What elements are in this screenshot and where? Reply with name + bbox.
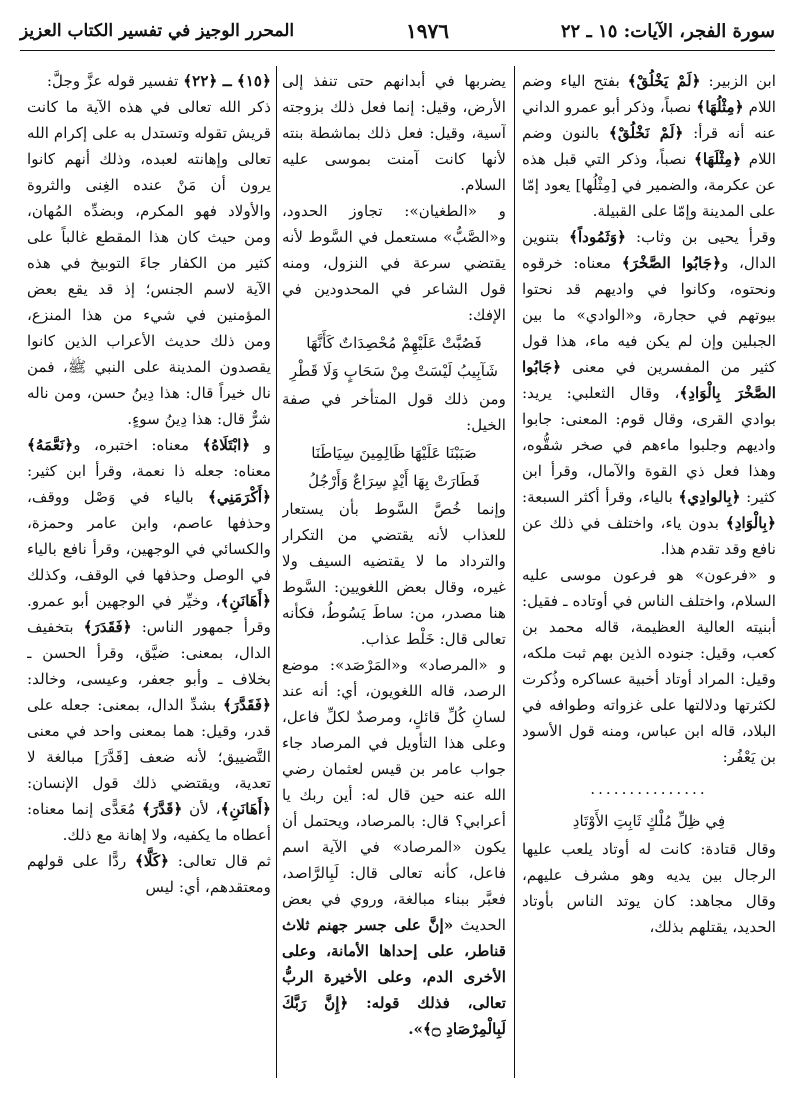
column-left: [27, 68, 271, 1078]
running-header: [20, 14, 775, 48]
paragraph: و «الطغيان»: تجاوز الحدود، و«الصَّبُّ» مستعمل في السَّوط لأنه يقتضي سرعة في النزول، ومنه قول الشاعر في المحدودين في الإفك:: [282, 202, 506, 324]
verse-ellipsis: ...............: [590, 780, 708, 798]
column-middle: [282, 68, 506, 1078]
text-run: و: [250, 436, 271, 454]
quran-quote: ﴿جَابُوا الصَّخْرَ﴾: [621, 254, 722, 272]
paragraph: ومن ذلك قول المتأخر في صفة الخيل:: [282, 390, 506, 434]
paragraph: [282, 652, 506, 1042]
poetry-verse: فِي ظِلِّ مُلْكٍ ثَابِتِ الأَوْتَادِ: [572, 812, 726, 830]
text-run: بتنوين الدال، و: [522, 228, 776, 272]
quran-quote: ﴿لَمْ نَخْلُقْ﴾: [608, 124, 684, 142]
text-run: معناه: خرقوه ونحتوه، وكانوا في واديهم قد نحتوا بيوتهم في حجارة، و«الوادي» ما بين الجبلين وإن لم يكن فيه ماء، هذا قول كثير من المفسرين في معنى: [522, 254, 776, 376]
paragraph: و «فرعون» هو فرعون موسى عليه السلام، واختلف الناس في أوتاده ـ فقيل: أبنيته العالية العظيمة، قاله محمد بن كعب، وقيل: جنوده الذين بهم ثبت ملكه، وقيل: المراد أوتاد أخبية عساكره وذُكرت لكثرتها ودلالتها على غزواته وطوافه في البلاد، قاله ابن عباس، ومنه قول الأسود بن يَعْفُر:: [522, 566, 776, 766]
quran-quote: ﴿مِثْلُهَا﴾: [696, 98, 744, 116]
poetry-verse: فَصُبَّتْ عَلَيْهِمْ مُحْصِدَاتٌ كَأَنَّهَا: [306, 334, 482, 352]
text-run: بالنون وضم اللام: [522, 124, 776, 168]
text-run: ابن الزبير:: [700, 72, 776, 90]
surah-verses-label: سورة الفجر، الآيات: ١٥ ـ ٢٢: [560, 20, 775, 42]
paragraph: [522, 224, 776, 562]
text-run: و «المرصاد» و«المَرْصَد»: موضع الرصد، قاله اللغويون، أي: أنه عند لسانِ كُلِّ قائلٍ، ومرصدٌ لكلِّ فاعل، وعلى هذا التأويل في المرصاد جاء جواب عامر بن قيس لعثمان رضي الله عنه حين قال له: أين ربك يا أعرابي؟ قال: بالمرصاد، ويحتمل أن يكون «المرصاد» في الآية اسم فاعل، كأنه تعالى قال: لَبِالرَّاصد، فعبَّر ببناء مبالغة، وروي في بعض الحديث: [282, 656, 506, 934]
poetry-verse: فَطَارَتْ بِهَا أَيْدٍ سِرَاعٌ وَأَرْجُلُ: [308, 472, 480, 490]
paragraph: [27, 432, 271, 848]
quran-quote: ﴿مِثْلَهَا﴾: [694, 150, 742, 168]
quran-quote: ﴿ابْتَلَاهُ﴾: [202, 436, 251, 454]
hadith-quote: «إنَّ على جسر جهنم ثلاث قناطر، على إحداها الأمانة، وعلى الأخرى الدم، وعلى الأخيرة الربُّ تعالى، فذلك قوله:: [282, 916, 506, 1012]
quran-quote: ﴿بِالْوَادِ﴾: [725, 514, 776, 532]
quran-quote: ﴿فَقَدَّرَ﴾: [222, 696, 271, 714]
text-run: ، وخيِّر في الوجهين أبو عمرو. وقرأ جمهور الناس:: [27, 592, 271, 636]
text-run: معناه: اختبره، و: [73, 436, 203, 454]
text-run: ، لأن: [182, 800, 221, 818]
text-run: ردًّا على قولهم ومعتقدهم، أي: ليس: [27, 852, 271, 896]
paragraph: ذكر الله تعالى في هذه الآية ما كانت قريش تقوله وتستدل به على إكرام الله تعالى وإهانته لعبده، وذلك أنهم كانوا يرون أن مَنْ عنده الغِنى والثروة والأولاد فهو المكرم، وبضدِّه المُهان، ومن حيث كان هذا المقطع غالباً على كثير من الكفار جاءَ التوبيخ في هذه الآية لاسم الجنس؛ إذ قد يقع بعض المؤمنين في شيء من هذا المنزع، ومن ذلك حديث الأعراب الذين كانوا يقصدون المدينة على النبي ﷺ، فمن نال خيراً قال: هذا دِينُ حسن، ومن ناله شرٌّ قال: هذا دِينُ سوءٍ.: [27, 98, 271, 428]
quran-quote: ﴿نَعَّمَهُ﴾: [27, 436, 74, 454]
heading-text: تفسير قوله عزَّ وجلَّ:: [46, 72, 184, 90]
quran-quote: ﴿لَمْ يَخْلُقْ﴾: [627, 72, 701, 90]
text-run: وقرأ يحيى بن وثاب:: [626, 228, 776, 246]
section-heading: [27, 68, 271, 94]
text-run: ثم قال تعالى:: [169, 852, 271, 870]
page-number: ١٩٧٦: [406, 19, 449, 43]
paragraph: [27, 848, 271, 900]
quran-quote: ﴿أَكْرَمَنِي﴾: [207, 488, 271, 506]
hadith-quote-end: ».: [408, 1020, 423, 1038]
text-run: بفتح الياء وضم اللام: [522, 72, 776, 116]
column-divider-right: [514, 66, 515, 1078]
text-run: بالياء في وَصْل ووقف، وحذفها عاصم، وابن عامر وحمزة، والكسائي في الوجهين، وقرأ نافع بالياء في الوصل وحذفها في الوقف، وكذلك: [27, 488, 271, 584]
quran-quote: ﴿أَهَانَنِ﴾: [220, 592, 271, 610]
column-right: [522, 68, 776, 1078]
quran-quote: ﴿أَهَانَنِ﴾: [220, 800, 271, 818]
paragraph: [522, 68, 776, 224]
column-divider-left: [276, 66, 277, 1078]
quran-quote: ﴿كَلَّا﴾: [134, 852, 170, 870]
text-run: معناه: جعله ذا نعمة، وقرأ ابن كثير:: [27, 462, 271, 480]
quran-quote: ﴿وَثَمُوداً﴾: [569, 228, 627, 246]
paragraph: يضربها في أبدانهم حتى تنفذ إلى الأرض، وقيل: إنما فعل ذلك بزوجته آسية، وقيل: فعل ذلك بماشطة بنته لأنها كانت آمنت بموسى عليه السلام.: [282, 72, 506, 194]
paragraph: وقال قتادة: كانت له أوتاد يلعب عليها الرجال بين يديه وهو مشرف عليهم، وقال مجاهد: كان يوتد الناس بأوتاد الحديد، يقتلهم بذلك،: [522, 840, 776, 936]
poetry-verse: شَآبِيبُ لَيْسَتْ مِنْ سَحَابٍ وَلَا قَطْرِ: [289, 362, 499, 380]
quran-quote: ﴿جَابُوا الصَّخْرَ بِالْوَادِ﴾: [522, 358, 776, 402]
text-run: بالياء، وقرأ أكثر السبعة:: [522, 488, 679, 506]
text-run: نصباً، وذكر التي قبل هذه عن عكرمة، والضمير في [مِثْلُها] يعود إمّا على المدينة وإمّا على القبيلة.: [522, 150, 776, 220]
text-run: بدون ياء، واختلف في ذلك عن نافع وقد تقدم هذا.: [522, 514, 776, 558]
verse-range-badge: ﴿١٥﴾ ـ ﴿٢٢﴾: [183, 72, 271, 90]
text-run: مُعَدًّى إنما معناه: أعطاه ما يكفيه، ولا إهانة مع ذلك.: [27, 800, 271, 844]
paragraph: وإنما خُصَّ السَّوط بأن يستعار للعذاب لأنه يقتضي من التكرار والترداد ما لا يقتضيه السيف ولا غيره، وقال بعض اللغويين: السَّوط هنا مصدر، من: ساطَ يَسُوطُ، فكأنه تعالى قال: خَلْط عذاب.: [282, 500, 506, 648]
quran-quote: ﴿قَدَّرَ﴾: [142, 800, 183, 818]
quran-quote: ﴿إِنَّ رَبَّكَ لَبِالْمِرْصَادِ ۝﴾: [282, 994, 506, 1038]
text-run: نصباً، وذكر أبو عمرو الداني عنه أنه قرأ:: [522, 98, 776, 142]
text-run: ، وقال الثعلبي: يريد: بوادي القرى، وقال قوم: المعنى: جابوا واديهم وجلبوا ماءهم في صخر شقُّوه، وهذا فعل ذي القوة والآمال، وقرأ ابن كثير:: [522, 384, 776, 506]
book-title: المحرر الوجيز في تفسير الكتاب العزيز: [20, 21, 295, 41]
header-rule: [20, 50, 775, 51]
poetry-verse: صَبَبْنَا عَلَيْهَا ظَالِمِينَ سِيَاطَنَا: [311, 444, 477, 462]
quran-quote: ﴿فَقَدَرَ﴾: [83, 618, 132, 636]
text-run: بشدِّ الدال، بمعنى: جعله على قدر، وقيل: هما بمعنى واحد في معنى التَّضييق؛ لأنه ضعف [قَدَّرَ] مبالغة لا تعدية، ويقتضي ذلك قول الإنسان:: [27, 696, 271, 792]
quran-quote: ﴿بِالوادِي﴾: [678, 488, 741, 506]
text-run: بتخفيف الدال، بمعنى: ضيَّق، وقرأ الحسن ـ بخلاف ـ وأبو جعفر، وعيسى، وخالد:: [27, 618, 271, 688]
